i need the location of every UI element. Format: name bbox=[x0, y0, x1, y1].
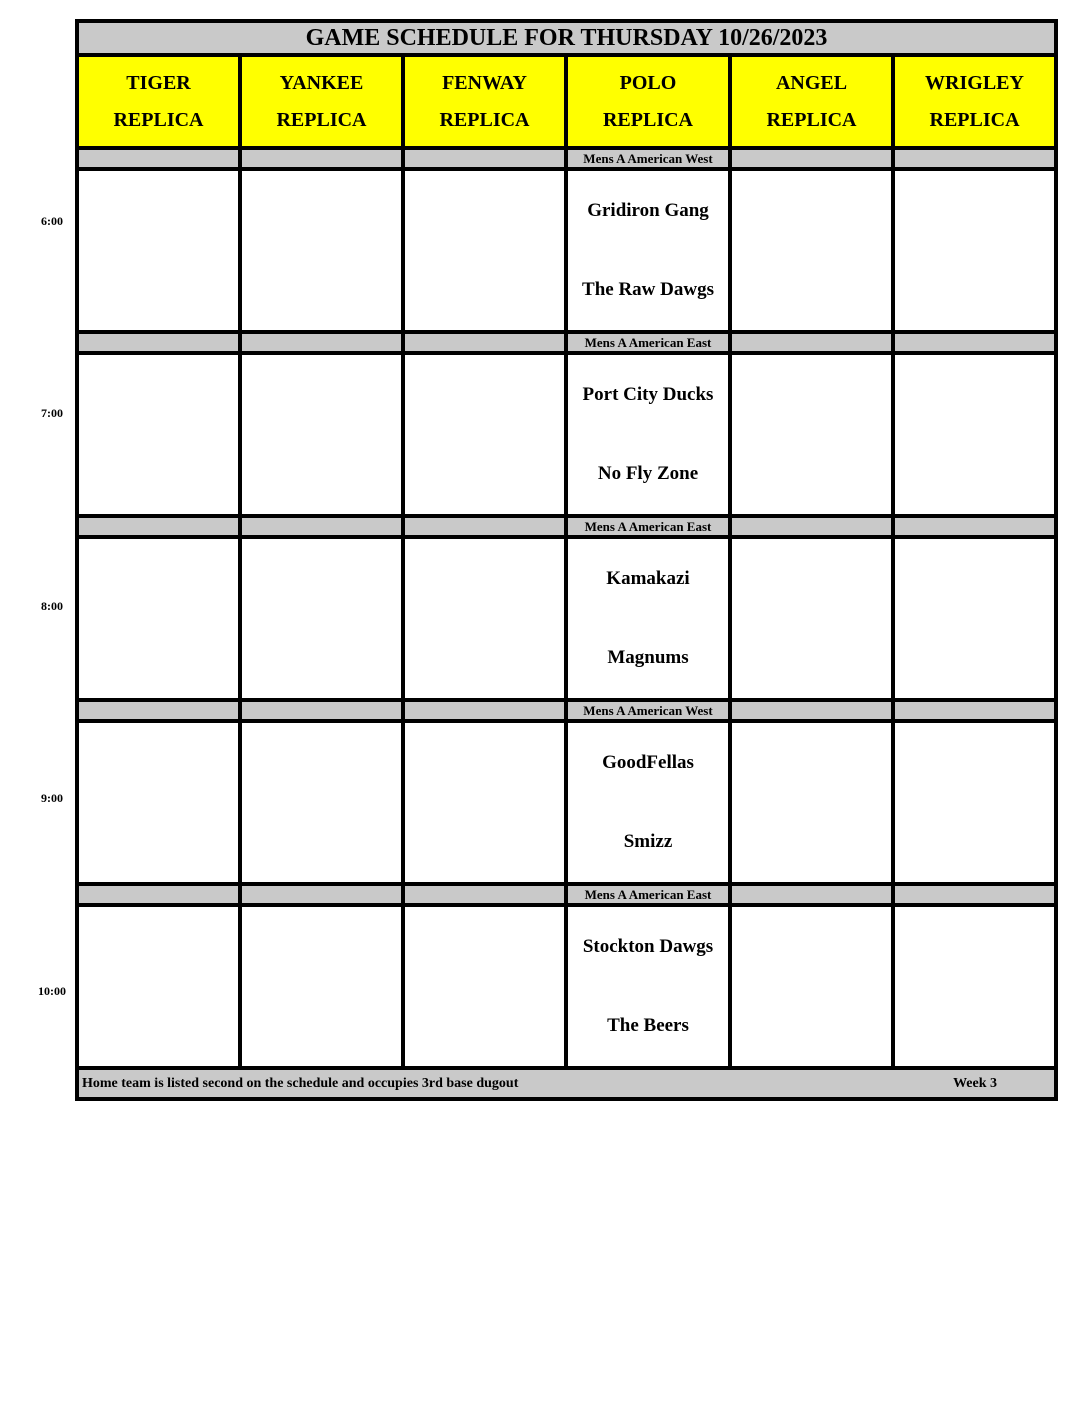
game-slot-empty bbox=[730, 905, 893, 1068]
division-empty bbox=[730, 884, 893, 905]
game-slot-empty bbox=[403, 905, 566, 1068]
division-empty bbox=[893, 148, 1056, 169]
field-header-tiger: TIGER REPLICA bbox=[77, 55, 240, 148]
division-empty bbox=[403, 884, 566, 905]
game-slot-empty bbox=[730, 169, 893, 332]
time-label: 10:00 bbox=[38, 984, 66, 998]
game-slot-empty bbox=[240, 537, 403, 700]
game-slot-empty bbox=[240, 353, 403, 516]
home-team: Smizz bbox=[623, 831, 673, 853]
division-empty bbox=[77, 884, 240, 905]
game-slot-empty bbox=[77, 169, 240, 332]
away-team: Stockton Dawgs bbox=[582, 935, 714, 957]
home-team: Magnums bbox=[607, 647, 689, 669]
division-empty bbox=[893, 516, 1056, 537]
division-label: Mens A American East bbox=[566, 884, 730, 905]
division-empty bbox=[240, 884, 403, 905]
field-header-fenway: FENWAY REPLICA bbox=[403, 55, 566, 148]
division-empty bbox=[730, 332, 893, 353]
division-empty bbox=[403, 148, 566, 169]
week-label: Week 3 bbox=[953, 1075, 998, 1091]
game-slot-empty bbox=[240, 905, 403, 1068]
game-slot-empty bbox=[730, 353, 893, 516]
division-empty bbox=[730, 516, 893, 537]
division-label: Mens A American West bbox=[566, 700, 730, 721]
division-empty bbox=[893, 700, 1056, 721]
division-label: Mens A American East bbox=[566, 516, 730, 537]
game-slot-empty bbox=[403, 169, 566, 332]
division-empty bbox=[77, 332, 240, 353]
division-empty bbox=[240, 332, 403, 353]
time-label: 9:00 bbox=[41, 791, 63, 805]
division-empty bbox=[240, 516, 403, 537]
schedule-table bbox=[75, 19, 1058, 1101]
division-empty bbox=[403, 516, 566, 537]
division-empty bbox=[403, 332, 566, 353]
game-slot bbox=[566, 169, 730, 332]
game-slot bbox=[566, 537, 730, 700]
game-slot bbox=[566, 353, 730, 516]
division-empty bbox=[893, 884, 1056, 905]
schedule-title: GAME SCHEDULE FOR THURSDAY 10/26/2023 bbox=[77, 21, 1056, 55]
game-slot-empty bbox=[893, 353, 1056, 516]
game-slot-empty bbox=[893, 537, 1056, 700]
away-team: GoodFellas bbox=[602, 751, 694, 773]
footer-note: Home team is listed second on the schedule and occupies 3rd base dugout bbox=[82, 1075, 519, 1091]
division-empty bbox=[77, 700, 240, 721]
division-empty bbox=[730, 700, 893, 721]
field-header-polo: POLO REPLICA bbox=[566, 55, 730, 148]
game-slot-empty bbox=[893, 905, 1056, 1068]
game-slot-empty bbox=[77, 721, 240, 884]
game-slot-empty bbox=[730, 721, 893, 884]
division-empty bbox=[403, 700, 566, 721]
game-slot-empty bbox=[77, 905, 240, 1068]
home-team: No Fly Zone bbox=[597, 463, 699, 485]
field-header-angel: ANGEL REPLICA bbox=[730, 55, 893, 148]
away-team: Kamakazi bbox=[606, 567, 690, 589]
time-label: 7:00 bbox=[41, 406, 63, 420]
home-team: The Beers bbox=[607, 1015, 689, 1037]
field-header-wrigley: WRIGLEY REPLICA bbox=[893, 55, 1056, 148]
field-header-yankee: YANKEE REPLICA bbox=[240, 55, 403, 148]
division-empty bbox=[77, 148, 240, 169]
game-slot-empty bbox=[77, 353, 240, 516]
footer bbox=[77, 1068, 1056, 1099]
away-team: Port City Ducks bbox=[582, 383, 714, 405]
game-slot bbox=[566, 905, 730, 1068]
division-label: Mens A American East bbox=[566, 332, 730, 353]
game-slot-empty bbox=[403, 721, 566, 884]
game-slot-empty bbox=[240, 169, 403, 332]
game-slot-empty bbox=[403, 353, 566, 516]
game-slot-empty bbox=[77, 537, 240, 700]
home-team: The Raw Dawgs bbox=[582, 279, 714, 301]
division-label: Mens A American West bbox=[566, 148, 730, 169]
game-slot-empty bbox=[893, 169, 1056, 332]
game-slot-empty bbox=[893, 721, 1056, 884]
game-slot bbox=[566, 721, 730, 884]
time-label: 8:00 bbox=[41, 599, 63, 613]
division-empty bbox=[893, 332, 1056, 353]
division-empty bbox=[240, 148, 403, 169]
division-empty bbox=[77, 516, 240, 537]
game-slot-empty bbox=[403, 537, 566, 700]
division-empty bbox=[730, 148, 893, 169]
away-team: Gridiron Gang bbox=[587, 199, 709, 221]
game-slot-empty bbox=[240, 721, 403, 884]
time-label: 6:00 bbox=[41, 214, 63, 228]
game-slot-empty bbox=[730, 537, 893, 700]
division-empty bbox=[240, 700, 403, 721]
